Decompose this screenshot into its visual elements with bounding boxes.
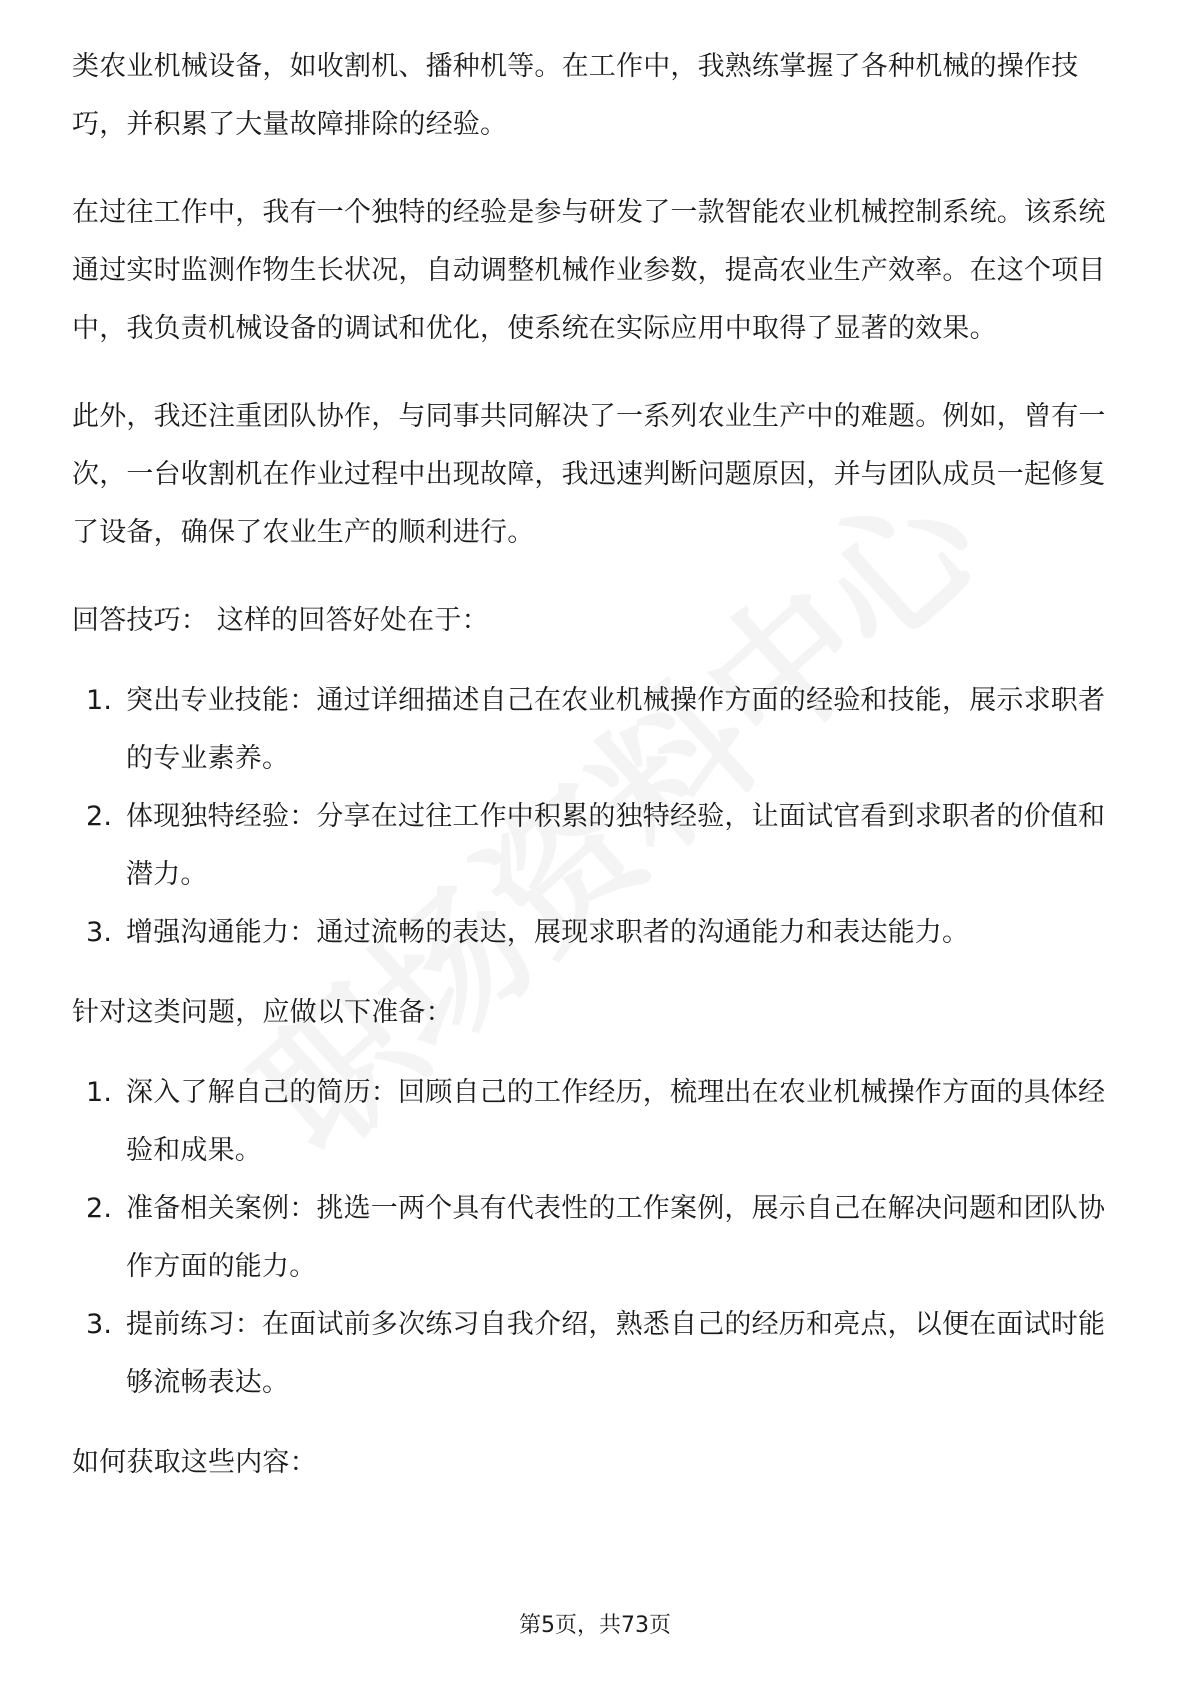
tips-list [72, 672, 1120, 962]
final-heading: 如何获取这些内容： [72, 1447, 317, 1478]
prep-list [72, 1064, 1120, 1412]
list-text: 提前练习：在面试前多次练习自我介绍，熟悉自己的经历和亮点，以便在面试时能够流畅表达。 [126, 1309, 1106, 1398]
paragraph-intro: 类农业机械设备，如收割机、播种机等。在工作中，我熟练掌握了各种机械的操作技巧，并积累了大量故障排除的经验。 [72, 51, 1079, 140]
page-content [72, 38, 1120, 1514]
list-number: 3. [86, 1309, 113, 1340]
tips-heading: 回答技巧： 这样的回答好处在于： [72, 605, 489, 636]
list-item [72, 672, 1120, 788]
list-item [72, 1296, 1120, 1412]
list-item [72, 904, 1120, 962]
list-item [72, 1180, 1120, 1296]
list-number: 2. [86, 801, 113, 832]
list-number: 1. [86, 1077, 113, 1108]
paragraph-experience: 在过往工作中，我有一个独特的经验是参与研发了一款智能农业机械控制系统。该系统通过实时监测作物生长状况，自动调整机械作业参数，提高农业生产效率。在这个项目中，我负责机械设备的调试和优化，使系统在实际应用中取得了显著的效果。 [72, 197, 1106, 344]
list-text: 增强沟通能力：通过流畅的表达，展现求职者的沟通能力和表达能力。 [126, 917, 970, 948]
list-text: 深入了解自己的简历：回顾自己的工作经历，梳理出在农业机械操作方面的具体经验和成果。 [126, 1077, 1106, 1166]
prep-heading: 针对这类问题，应做以下准备： [72, 997, 453, 1028]
list-text: 准备相关案例：挑选一两个具有代表性的工作案例，展示自己在解决问题和团队协作方面的能力。 [126, 1193, 1106, 1282]
list-number: 2. [86, 1193, 113, 1224]
list-item [72, 788, 1120, 904]
list-text: 突出专业技能：通过详细描述自己在农业机械操作方面的经验和技能，展示求职者的专业素养。 [126, 685, 1106, 774]
list-number: 1. [86, 685, 113, 716]
page-number-footer: 第5页，共73页 [519, 1613, 671, 1638]
list-text: 体现独特经验：分享在过往工作中积累的独特经验，让面试官看到求职者的价值和潜力。 [126, 801, 1106, 890]
list-item [72, 1064, 1120, 1180]
paragraph-teamwork: 此外，我还注重团队协作，与同事共同解决了一系列农业生产中的难题。例如，曾有一次，一台收割机在作业过程中出现故障，我迅速判断问题原因，并与团队成员一起修复了设备，确保了农业生产的顺利进行。 [72, 401, 1106, 548]
list-number: 3. [86, 917, 113, 948]
